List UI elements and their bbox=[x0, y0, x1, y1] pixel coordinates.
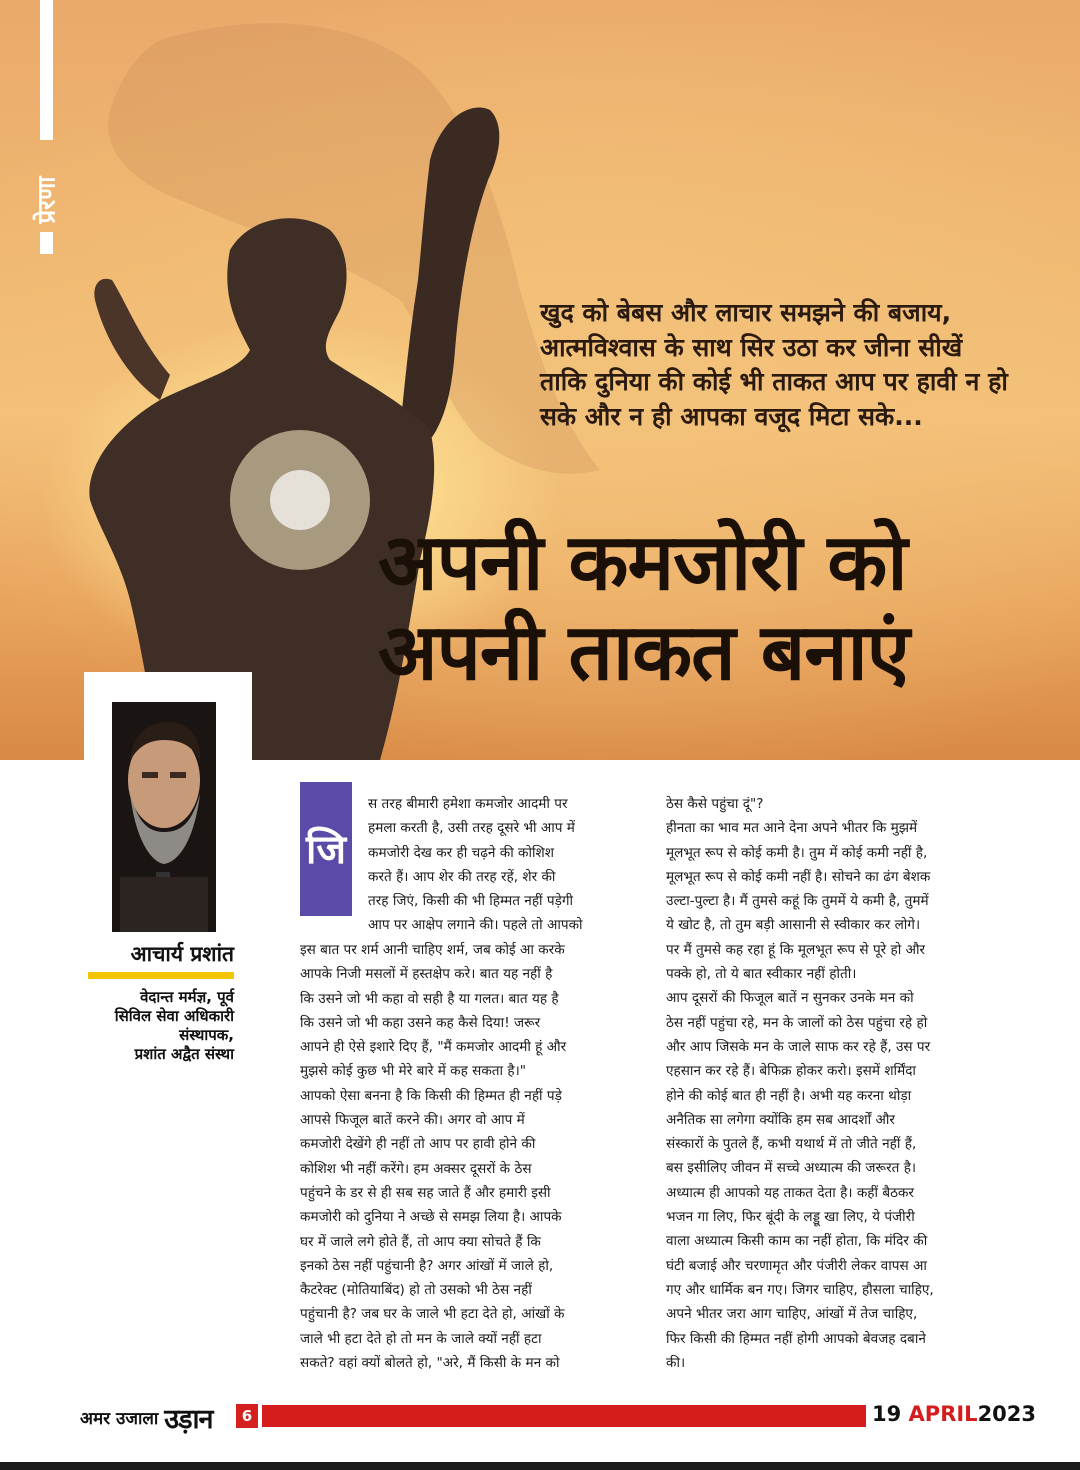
section-bar-mark bbox=[40, 232, 53, 254]
article-line: कि उसने जो भी कहा उसने कह कैसे दिया! जरूर bbox=[300, 1014, 541, 1031]
article-line: इस बात पर शर्म आनी चाहिए शर्म, जब कोई आ करके bbox=[300, 942, 565, 958]
article-line: मूलभूत रूप से कोई कमी नहीं है। सोचने का ढंग बेशक bbox=[666, 868, 931, 885]
page-number: 6 bbox=[236, 1404, 258, 1428]
article-line: होने की कोई बात ही नहीं है। अभी यह करना थोड़ा bbox=[666, 1087, 912, 1104]
footer-brand bbox=[80, 1400, 213, 1434]
author-role-line: वेदान्त मर्मज्ञ, पूर्व bbox=[140, 988, 234, 1006]
article-line: कोशिश भी नहीं करेंगे। हम अक्सर दूसरों के ठेस bbox=[300, 1160, 532, 1177]
article-col1-top bbox=[368, 792, 583, 938]
article-line: करते हैं। आप शेर की तरह रहें, शेर की bbox=[368, 868, 556, 885]
article-line: एहसान कर रहे हैं। बेफिक्र होकर करो। इसमें शर्मिंदा bbox=[666, 1063, 916, 1080]
bottom-border bbox=[0, 1462, 1080, 1470]
author-divider bbox=[88, 972, 234, 979]
headline-line-1: अपनी कमजोरी को bbox=[378, 518, 907, 608]
article-line: वाला अध्यात्म किसी काम का नहीं होता, कि मंदिर की bbox=[666, 1233, 928, 1250]
article-line: घंटी बजाई और चरणामृत और पंजीरी लेकर वापस आ bbox=[666, 1257, 927, 1274]
author-role bbox=[74, 988, 234, 1064]
article-line: कमजोरी देखेंगे ही नहीं तो आप पर हावी होने की bbox=[300, 1136, 536, 1153]
headline bbox=[378, 518, 1078, 698]
headline-line-2: अपनी ताकत बनाएं bbox=[378, 608, 909, 698]
article-line: हमला करती है, उसी तरह दूसरे भी आप में bbox=[368, 820, 575, 837]
article-line: कैटरेक्ट (मोतियाबिंद) हो तो उसको भी ठेस नहीं bbox=[300, 1282, 532, 1299]
article-line: कमजोरी को दुनिया ने अच्छे से समझ लिया है। आपके bbox=[300, 1209, 562, 1226]
article-line: पहुंचने के डर से ही सब सह जाते हैं और हमारी इसी bbox=[300, 1184, 551, 1201]
author-role-line: प्रशांत अद्वैत संस्था bbox=[134, 1045, 234, 1063]
article-line: गए और धार्मिक बन गए। जिगर चाहिए, हौसला चाहिए, bbox=[666, 1281, 934, 1298]
article-line: तरह जिएं, किसी की भी हिम्मत नहीं पड़ेगी bbox=[368, 893, 574, 910]
article-line: हीनता का भाव मत आने देना अपने भीतर कि मुझमें bbox=[666, 820, 918, 837]
article-line: आप दूसरों की फिजूल बातें न सुनकर उनके मन को bbox=[666, 990, 914, 1007]
brand-name: अमर उजाला bbox=[80, 1408, 159, 1429]
article-line: स तरह बीमारी हमेशा कमजोर आदमी पर bbox=[368, 796, 568, 812]
article-line: आपने ही ऐसे इशारे दिए हैं, "मैं कमजोर आदमी हूं और bbox=[300, 1039, 567, 1056]
author-role-line: सिविल सेवा अधिकारी bbox=[114, 1007, 234, 1025]
author-name: आचार्य प्रशांत bbox=[130, 942, 234, 966]
date-month: APRIL bbox=[908, 1402, 978, 1426]
brand-supplement: उड़ान bbox=[164, 1403, 213, 1435]
article-col1-rest bbox=[300, 938, 566, 1375]
article-line: अध्यात्म ही आपको यह ताकत देता है। कहीं बैठकर bbox=[666, 1184, 914, 1201]
issue-date bbox=[872, 1402, 1036, 1426]
article-line: उल्टा-पुल्टा है। मैं तुमसे कहूं कि तुममें ये कमी है, तुममें bbox=[666, 893, 929, 910]
article-line: और आप जिसके मन के जाले साफ कर रहे हैं, उस पर bbox=[666, 1038, 931, 1055]
date-day: 19 bbox=[872, 1402, 902, 1426]
article-line: आपसे फिजूल बातें करने की। अगर वो आप में bbox=[300, 1112, 525, 1129]
footer-red-bar bbox=[262, 1405, 866, 1427]
article-line: भजन गा लिए, फिर बूंदी के लड्डू खा लिए, ये पंजीरी bbox=[666, 1209, 915, 1226]
article-line: पक्के हो, तो ये बात स्वीकार नहीं होती। bbox=[666, 966, 857, 983]
article-line: अपने भीतर जरा आग चाहिए, आंखों में तेज चाहिए, bbox=[666, 1306, 918, 1323]
drop-cap: जि bbox=[300, 782, 352, 916]
article-line: इनको ठेस नहीं पहुंचानी है? अगर आंखों में जाले हो, bbox=[300, 1257, 554, 1274]
article-line: घर में जाले लगे होते हैं, तो आप क्या सोचते हैं कि bbox=[300, 1233, 541, 1250]
article-line: आप पर आक्षेप लगाने की। पहले तो आपको bbox=[368, 917, 583, 934]
article-line: कमजोरी देख कर ही चढ़ने की कोशिश bbox=[368, 844, 555, 861]
article-line: मुझसे कोई कुछ भी मेरे बारे में कह सकता है।" bbox=[300, 1063, 527, 1080]
article-line: आपके निजी मसलों में हस्तक्षेप करे। बात यह नहीं है bbox=[300, 966, 553, 983]
date-year: 2023 bbox=[977, 1402, 1037, 1426]
article-line: की। bbox=[666, 1354, 686, 1371]
article-line: पहुंचानी है? जब घर के जाले भी हटा देते हो, आंखों के bbox=[300, 1306, 565, 1323]
section-label bbox=[24, 160, 68, 240]
article-line: ये खोट है, तो तुम बड़ी आसानी से स्वीकार कर लोगे। bbox=[666, 917, 921, 934]
article-line: अनैतिक सा लगेगा क्योंकि हम सब आदर्शों और bbox=[666, 1111, 895, 1128]
article-line: फिर किसी की हिम्मत नहीं होगी आपको बेवजह दबाने bbox=[666, 1330, 926, 1347]
article-line: मूलभूत रूप से कोई कमी है। तुम में कोई कमी नहीं है, bbox=[666, 844, 928, 861]
article-line: आपको ऐसा बनना है कि किसी की हिम्मत ही नहीं पड़े bbox=[300, 1087, 562, 1104]
article-line: ठेस नहीं पहुंचा रहे, मन के जालों को ठेस पहुंचा रहे हो bbox=[666, 1014, 928, 1031]
section-bar-top bbox=[40, 0, 53, 140]
article-line: संस्कारों के पुतले हैं, कभी यथार्थ में तो जीते नहीं हैं, bbox=[666, 1136, 917, 1153]
dek: खुद को बेबस और लाचार समझने की बजाय, आत्मविश्वास के साथ सिर उठा कर जीना सीखें ताकि दुनिया की कोई भी ताकत आप पर हावी न हो सके और न ही आपका वजूद मिटा सके... bbox=[540, 298, 1008, 431]
article-line: कि उसने जो भी कहा वो सही है या गलत। बात यह है bbox=[300, 990, 559, 1007]
article-line: जाले भी हटा देते हो तो मन के जाले क्यों नहीं हटा bbox=[300, 1330, 542, 1347]
author-role-line: संस्थापक, bbox=[179, 1026, 234, 1044]
article-line: सकते? वहां क्यों बोलते हो, "अरे, मैं किसी के मन को bbox=[300, 1355, 560, 1372]
author-photo bbox=[112, 702, 216, 932]
article-line: पर मैं तुमसे कह रहा हूं कि मूलभूत रूप से पूरे हो और bbox=[666, 941, 926, 958]
article-line: बस इसीलिए जीवन में सच्चे अध्यात्म की जरूरत है। bbox=[666, 1160, 917, 1177]
section-label-text: प्रेरणा bbox=[32, 176, 61, 224]
article-col2 bbox=[666, 792, 934, 1375]
article-line: ठेस कैसे पहुंचा दूं"? bbox=[666, 796, 764, 812]
